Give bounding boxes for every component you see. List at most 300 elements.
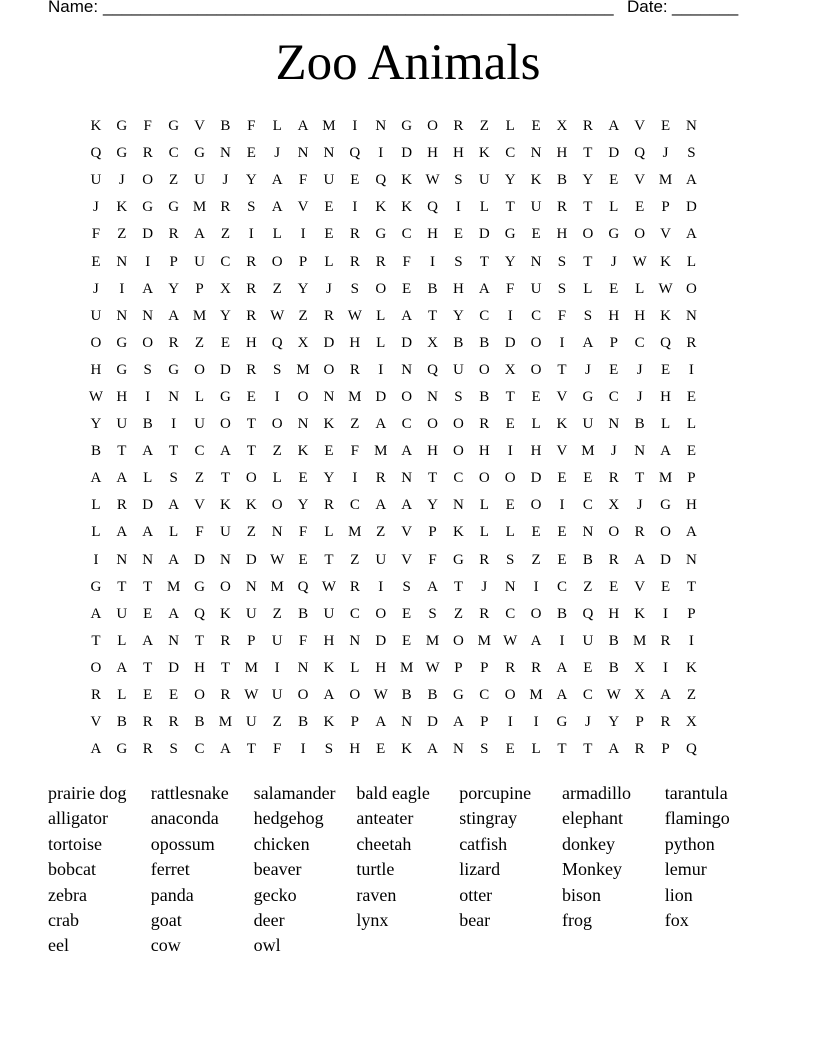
grid-letter[interactable]: A — [142, 524, 154, 541]
grid-letter[interactable]: O — [427, 118, 438, 135]
grid-letter[interactable]: I — [507, 307, 513, 324]
grid-letter[interactable]: Q — [634, 145, 646, 162]
grid-letter[interactable]: R — [168, 334, 179, 351]
grid-letter[interactable]: R — [582, 118, 593, 135]
grid-letter[interactable]: H — [427, 145, 438, 162]
grid-letter[interactable]: D — [686, 199, 697, 216]
grid-letter[interactable]: Y — [504, 253, 516, 270]
grid-letter[interactable]: Q — [297, 578, 309, 595]
grid-letter[interactable]: J — [481, 578, 488, 595]
grid-letter[interactable]: R — [349, 578, 360, 595]
grid-letter[interactable]: W — [658, 280, 673, 297]
grid-letter[interactable]: D — [530, 470, 542, 487]
grid-letter[interactable]: M — [192, 307, 207, 324]
grid-letter[interactable]: L — [479, 497, 489, 514]
grid-letter[interactable]: Q — [427, 361, 438, 378]
grid-letter[interactable]: A — [142, 443, 154, 460]
grid-letter[interactable]: D — [478, 226, 490, 243]
grid-letter[interactable]: M — [632, 632, 647, 649]
grid-letter[interactable]: H — [427, 443, 438, 460]
grid-letter[interactable]: A — [271, 199, 283, 216]
grid-letter[interactable]: C — [194, 443, 205, 460]
grid-letter[interactable]: O — [271, 253, 283, 270]
grid-letter[interactable]: G — [168, 118, 180, 135]
grid-letter[interactable]: H — [660, 388, 671, 405]
grid-letter[interactable]: L — [117, 632, 127, 649]
grid-letter[interactable]: H — [116, 388, 128, 405]
grid-letter[interactable]: I — [663, 605, 669, 622]
grid-letter[interactable]: R — [375, 470, 386, 487]
grid-letter[interactable]: T — [169, 443, 179, 460]
grid-letter[interactable]: O — [142, 172, 154, 189]
grid-letter[interactable]: V — [194, 497, 205, 514]
grid-letter[interactable]: P — [609, 334, 618, 351]
grid-letter[interactable]: W — [347, 307, 362, 324]
grid-letter[interactable]: A — [375, 416, 387, 433]
grid-letter[interactable]: P — [687, 470, 696, 487]
grid-letter[interactable]: N — [168, 388, 180, 405]
grid-letter[interactable]: C — [349, 497, 360, 514]
grid-letter[interactable]: K — [686, 659, 697, 676]
grid-letter[interactable]: B — [608, 659, 619, 676]
grid-letter[interactable]: W — [244, 687, 259, 704]
grid-letter[interactable]: Z — [298, 307, 308, 324]
grid-letter[interactable]: U — [375, 551, 387, 568]
grid-letter[interactable]: O — [634, 226, 646, 243]
grid-letter[interactable]: H — [323, 632, 335, 649]
grid-letter[interactable]: O — [582, 226, 594, 243]
grid-letter[interactable]: V — [634, 118, 646, 135]
grid-letter[interactable]: T — [117, 578, 127, 595]
grid-letter[interactable]: C — [531, 307, 542, 324]
grid-letter[interactable]: U — [116, 605, 128, 622]
grid-letter[interactable]: I — [455, 199, 461, 216]
grid-letter[interactable]: A — [401, 443, 413, 460]
grid-letter[interactable]: W — [373, 687, 388, 704]
grid-letter[interactable]: K — [634, 605, 646, 622]
grid-letter[interactable]: W — [606, 687, 621, 704]
grid-letter[interactable]: M — [374, 443, 388, 460]
grid-letter[interactable]: B — [479, 388, 490, 405]
grid-letter[interactable]: Z — [194, 334, 205, 351]
grid-letter[interactable]: A — [686, 172, 697, 189]
grid-letter[interactable]: E — [557, 524, 567, 541]
grid-letter[interactable]: M — [658, 172, 673, 189]
grid-letter[interactable]: K — [90, 118, 102, 135]
grid-letter[interactable]: O — [530, 497, 542, 514]
grid-letter[interactable]: S — [169, 741, 178, 758]
grid-letter[interactable]: N — [401, 361, 413, 378]
grid-letter[interactable]: R — [323, 307, 334, 324]
grid-letter[interactable]: O — [375, 605, 387, 622]
grid-letter[interactable]: M — [477, 632, 491, 649]
grid-letter[interactable]: O — [686, 280, 697, 297]
grid-letter[interactable]: J — [610, 443, 617, 460]
grid-letter[interactable]: L — [272, 226, 282, 243]
grid-letter[interactable]: T — [686, 578, 697, 595]
grid-letter[interactable]: G — [194, 578, 205, 595]
grid-letter[interactable]: S — [506, 551, 515, 568]
grid-letter[interactable]: A — [219, 443, 231, 460]
grid-letter[interactable]: M — [348, 524, 362, 541]
grid-letter[interactable]: H — [686, 497, 697, 514]
grid-letter[interactable]: T — [220, 659, 230, 676]
grid-letter[interactable]: H — [349, 741, 361, 758]
grid-letter[interactable]: L — [531, 416, 541, 433]
grid-letter[interactable]: A — [116, 659, 128, 676]
grid-letter[interactable]: N — [686, 118, 697, 135]
grid-letter[interactable]: X — [504, 361, 516, 378]
grid-letter[interactable]: Q — [194, 605, 205, 622]
grid-letter[interactable]: D — [660, 551, 671, 568]
grid-letter[interactable]: P — [454, 659, 463, 676]
grid-letter[interactable]: P — [428, 524, 437, 541]
grid-letter[interactable]: N — [142, 551, 154, 568]
grid-letter[interactable]: B — [479, 334, 490, 351]
grid-letter[interactable]: W — [270, 551, 285, 568]
grid-letter[interactable]: C — [349, 605, 360, 622]
grid-letter[interactable]: Z — [272, 443, 282, 460]
grid-letter[interactable]: N — [452, 741, 464, 758]
grid-letter[interactable]: B — [401, 687, 412, 704]
grid-letter[interactable]: I — [663, 659, 669, 676]
grid-letter[interactable]: P — [247, 632, 256, 649]
grid-letter[interactable]: R — [479, 551, 490, 568]
grid-letter[interactable]: T — [324, 551, 334, 568]
grid-letter[interactable]: I — [559, 334, 565, 351]
grid-letter[interactable]: L — [505, 524, 515, 541]
grid-letter[interactable]: P — [169, 253, 178, 270]
grid-letter[interactable]: O — [530, 334, 542, 351]
grid-letter[interactable]: C — [479, 687, 490, 704]
grid-letter[interactable]: D — [401, 145, 413, 162]
grid-letter[interactable]: R — [660, 632, 671, 649]
grid-letter[interactable]: Z — [117, 226, 127, 243]
grid-letter[interactable]: G — [452, 551, 464, 568]
grid-letter[interactable]: S — [557, 280, 567, 297]
grid-letter[interactable]: A — [427, 578, 438, 595]
grid-letter[interactable]: A — [219, 741, 231, 758]
grid-letter[interactable]: E — [220, 334, 230, 351]
grid-letter[interactable]: A — [452, 714, 464, 731]
grid-letter[interactable]: G — [116, 334, 128, 351]
grid-letter[interactable]: N — [116, 253, 128, 270]
grid-letter[interactable]: Q — [427, 199, 438, 216]
grid-letter[interactable]: N — [323, 145, 335, 162]
grid-letter[interactable]: H — [530, 443, 542, 460]
grid-letter[interactable]: O — [194, 361, 205, 378]
grid-letter[interactable]: Y — [427, 497, 438, 514]
grid-letter[interactable]: K — [323, 714, 335, 731]
grid-letter[interactable]: T — [583, 741, 593, 758]
grid-letter[interactable]: O — [90, 334, 102, 351]
grid-letter[interactable]: D — [168, 659, 180, 676]
grid-letter[interactable]: V — [297, 199, 309, 216]
grid-letter[interactable]: A — [168, 307, 180, 324]
grid-letter[interactable]: R — [453, 118, 464, 135]
grid-letter[interactable]: O — [530, 605, 542, 622]
grid-letter[interactable]: I — [171, 416, 177, 433]
grid-letter[interactable]: Z — [169, 172, 179, 189]
grid-letter[interactable]: A — [401, 497, 413, 514]
grid-letter[interactable]: A — [90, 741, 102, 758]
grid-letter[interactable]: O — [504, 687, 516, 704]
grid-letter[interactable]: Q — [90, 145, 102, 162]
grid-letter[interactable]: R — [220, 687, 231, 704]
grid-letter[interactable]: A — [686, 524, 697, 541]
grid-letter[interactable]: O — [271, 497, 283, 514]
grid-letter[interactable]: A — [375, 714, 387, 731]
grid-letter[interactable]: B — [427, 280, 438, 297]
grid-letter[interactable]: R — [556, 199, 567, 216]
grid-letter[interactable]: K — [401, 199, 413, 216]
grid-letter[interactable]: E — [402, 280, 412, 297]
grid-letter[interactable]: U — [582, 632, 594, 649]
grid-letter[interactable]: L — [635, 280, 645, 297]
grid-letter[interactable]: S — [454, 253, 463, 270]
grid-letter[interactable]: C — [453, 470, 464, 487]
grid-letter[interactable]: U — [478, 172, 490, 189]
grid-letter[interactable]: Z — [376, 524, 386, 541]
grid-letter[interactable]: R — [349, 226, 360, 243]
grid-letter[interactable]: O — [452, 632, 464, 649]
grid-letter[interactable]: J — [222, 172, 229, 189]
grid-letter[interactable]: O — [478, 470, 490, 487]
grid-letter[interactable]: I — [145, 388, 151, 405]
grid-letter[interactable]: E — [91, 253, 101, 270]
grid-letter[interactable]: Z — [686, 687, 697, 704]
grid-letter[interactable]: F — [506, 280, 515, 297]
grid-letter[interactable]: R — [686, 334, 697, 351]
grid-letter[interactable]: L — [376, 307, 386, 324]
grid-letter[interactable]: I — [533, 714, 539, 731]
grid-letter[interactable]: E — [635, 199, 645, 216]
grid-letter[interactable]: N — [582, 524, 594, 541]
grid-letter[interactable]: E — [660, 578, 671, 595]
grid-letter[interactable]: Z — [350, 551, 360, 568]
grid-letter[interactable]: V — [401, 551, 413, 568]
grid-letter[interactable]: G — [582, 388, 594, 405]
grid-letter[interactable]: L — [169, 524, 179, 541]
grid-letter[interactable]: H — [478, 443, 490, 460]
grid-letter[interactable]: I — [93, 551, 99, 568]
grid-letter[interactable]: O — [219, 578, 231, 595]
grid-letter[interactable]: U — [194, 172, 205, 189]
grid-letter[interactable]: O — [323, 361, 335, 378]
grid-letter[interactable]: X — [297, 334, 309, 351]
date-field-line[interactable]: _______ — [672, 0, 739, 16]
grid-letter[interactable]: P — [298, 253, 308, 270]
grid-letter[interactable]: O — [478, 361, 490, 378]
grid-letter[interactable]: N — [634, 443, 646, 460]
grid-letter[interactable]: W — [88, 388, 104, 405]
grid-letter[interactable]: W — [503, 632, 518, 649]
grid-letter[interactable]: L — [376, 334, 386, 351]
grid-letter[interactable]: K — [323, 659, 335, 676]
grid-letter[interactable]: T — [505, 199, 515, 216]
grid-letter[interactable]: I — [430, 253, 436, 270]
grid-letter[interactable]: J — [636, 497, 643, 514]
grid-letter[interactable]: E — [505, 497, 515, 514]
grid-letter[interactable]: H — [90, 361, 102, 378]
grid-letter[interactable]: R — [608, 551, 619, 568]
grid-letter[interactable]: I — [378, 578, 384, 595]
grid-letter[interactable]: U — [271, 687, 283, 704]
grid-letter[interactable]: X — [634, 687, 646, 704]
grid-letter[interactable]: E — [505, 741, 515, 758]
grid-letter[interactable]: N — [504, 578, 516, 595]
grid-letter[interactable]: R — [246, 307, 257, 324]
grid-letter[interactable]: P — [661, 741, 670, 758]
grid-letter[interactable]: O — [530, 361, 542, 378]
grid-letter[interactable]: Y — [219, 307, 231, 324]
grid-letter[interactable]: E — [402, 632, 412, 649]
grid-letter[interactable]: M — [192, 199, 207, 216]
grid-letter[interactable]: E — [350, 172, 360, 189]
grid-letter[interactable]: E — [298, 551, 308, 568]
grid-letter[interactable]: S — [428, 605, 437, 622]
grid-letter[interactable]: T — [246, 416, 256, 433]
grid-letter[interactable]: Q — [349, 145, 361, 162]
grid-letter[interactable]: E — [505, 416, 515, 433]
grid-letter[interactable]: N — [427, 388, 438, 405]
grid-letter[interactable]: T — [453, 578, 463, 595]
grid-letter[interactable]: C — [220, 253, 231, 270]
grid-letter[interactable]: N — [686, 551, 697, 568]
grid-letter[interactable]: Z — [272, 714, 282, 731]
grid-letter[interactable]: G — [90, 578, 102, 595]
grid-letter[interactable]: L — [143, 470, 153, 487]
grid-letter[interactable]: K — [219, 497, 231, 514]
grid-letter[interactable]: A — [142, 280, 154, 297]
grid-letter[interactable]: V — [634, 578, 646, 595]
grid-letter[interactable]: K — [452, 524, 464, 541]
grid-letter[interactable]: G — [116, 145, 128, 162]
grid-letter[interactable]: M — [296, 361, 310, 378]
grid-letter[interactable]: N — [323, 388, 335, 405]
grid-letter[interactable]: T — [220, 470, 230, 487]
grid-letter[interactable]: U — [219, 524, 231, 541]
grid-letter[interactable]: O — [90, 659, 102, 676]
grid-letter[interactable]: C — [556, 578, 567, 595]
grid-letter[interactable]: O — [452, 416, 464, 433]
grid-letter[interactable]: K — [116, 199, 128, 216]
grid-letter[interactable]: A — [478, 280, 490, 297]
grid-letter[interactable]: Y — [297, 497, 309, 514]
grid-letter[interactable]: S — [143, 361, 152, 378]
grid-letter[interactable]: P — [661, 199, 670, 216]
grid-letter[interactable]: C — [505, 145, 516, 162]
grid-letter[interactable]: M — [399, 659, 414, 676]
grid-letter[interactable]: A — [401, 307, 413, 324]
grid-letter[interactable]: A — [323, 687, 335, 704]
grid-letter[interactable]: G — [660, 497, 671, 514]
grid-letter[interactable]: R — [634, 741, 645, 758]
grid-letter[interactable]: T — [557, 361, 567, 378]
grid-letter[interactable]: J — [326, 280, 332, 297]
grid-letter[interactable]: U — [194, 416, 205, 433]
grid-letter[interactable]: U — [323, 605, 335, 622]
grid-letter[interactable]: D — [608, 145, 620, 162]
grid-letter[interactable]: H — [375, 659, 387, 676]
grid-letter[interactable]: N — [349, 632, 361, 649]
grid-letter[interactable]: B — [90, 443, 101, 460]
grid-letter[interactable]: R — [349, 361, 360, 378]
grid-letter[interactable]: D — [375, 632, 387, 649]
grid-letter[interactable]: R — [531, 659, 542, 676]
grid-letter[interactable]: Z — [583, 578, 593, 595]
grid-letter[interactable]: L — [660, 416, 671, 433]
grid-letter[interactable]: E — [609, 578, 619, 595]
grid-letter[interactable]: I — [378, 145, 384, 162]
grid-letter[interactable]: D — [245, 551, 257, 568]
grid-letter[interactable]: R — [142, 714, 153, 731]
grid-letter[interactable]: H — [245, 334, 257, 351]
grid-letter[interactable]: T — [246, 741, 256, 758]
grid-letter[interactable]: G — [452, 687, 464, 704]
grid-letter[interactable]: A — [556, 687, 568, 704]
grid-letter[interactable]: I — [352, 118, 358, 135]
grid-letter[interactable]: L — [350, 659, 360, 676]
grid-letter[interactable]: E — [557, 551, 567, 568]
grid-letter[interactable]: L — [479, 199, 489, 216]
grid-letter[interactable]: U — [90, 172, 102, 189]
grid-letter[interactable]: E — [531, 524, 541, 541]
grid-letter[interactable]: M — [322, 118, 336, 135]
grid-letter[interactable]: J — [118, 172, 125, 189]
grid-letter[interactable]: L — [583, 280, 593, 297]
grid-letter[interactable]: B — [556, 172, 567, 189]
grid-letter[interactable]: Y — [504, 172, 516, 189]
grid-letter[interactable]: C — [401, 226, 412, 243]
grid-letter[interactable]: W — [321, 578, 337, 595]
grid-letter[interactable]: H — [349, 334, 361, 351]
grid-letter[interactable]: I — [688, 632, 694, 649]
grid-letter[interactable]: P — [480, 714, 489, 731]
grid-letter[interactable]: W — [632, 253, 647, 270]
grid-letter[interactable]: M — [244, 659, 258, 676]
grid-letter[interactable]: V — [556, 388, 568, 405]
grid-letter[interactable]: B — [427, 687, 438, 704]
grid-letter[interactable]: V — [401, 524, 413, 541]
grid-letter[interactable]: E — [583, 470, 593, 487]
grid-letter[interactable]: E — [686, 388, 697, 405]
grid-letter[interactable]: I — [533, 578, 539, 595]
grid-letter[interactable]: O — [349, 687, 361, 704]
grid-letter[interactable]: W — [425, 172, 440, 189]
grid-letter[interactable]: I — [507, 714, 513, 731]
grid-letter[interactable]: C — [608, 388, 619, 405]
grid-letter[interactable]: B — [453, 334, 464, 351]
grid-letter[interactable]: R — [220, 632, 231, 649]
grid-letter[interactable]: K — [245, 497, 257, 514]
grid-letter[interactable]: T — [583, 253, 593, 270]
grid-letter[interactable]: P — [350, 714, 360, 731]
grid-letter[interactable]: A — [90, 605, 102, 622]
grid-letter[interactable]: G — [116, 361, 128, 378]
grid-letter[interactable]: I — [274, 659, 280, 676]
grid-letter[interactable]: E — [531, 388, 541, 405]
grid-letter[interactable]: H — [556, 145, 568, 162]
grid-letter[interactable]: U — [323, 172, 335, 189]
grid-letter[interactable]: R — [168, 226, 179, 243]
grid-letter[interactable]: T — [143, 659, 153, 676]
grid-letter[interactable]: M — [658, 470, 673, 487]
grid-letter[interactable]: N — [297, 659, 309, 676]
grid-letter[interactable]: L — [531, 741, 541, 758]
grid-letter[interactable]: H — [556, 226, 568, 243]
grid-letter[interactable]: T — [427, 307, 438, 324]
